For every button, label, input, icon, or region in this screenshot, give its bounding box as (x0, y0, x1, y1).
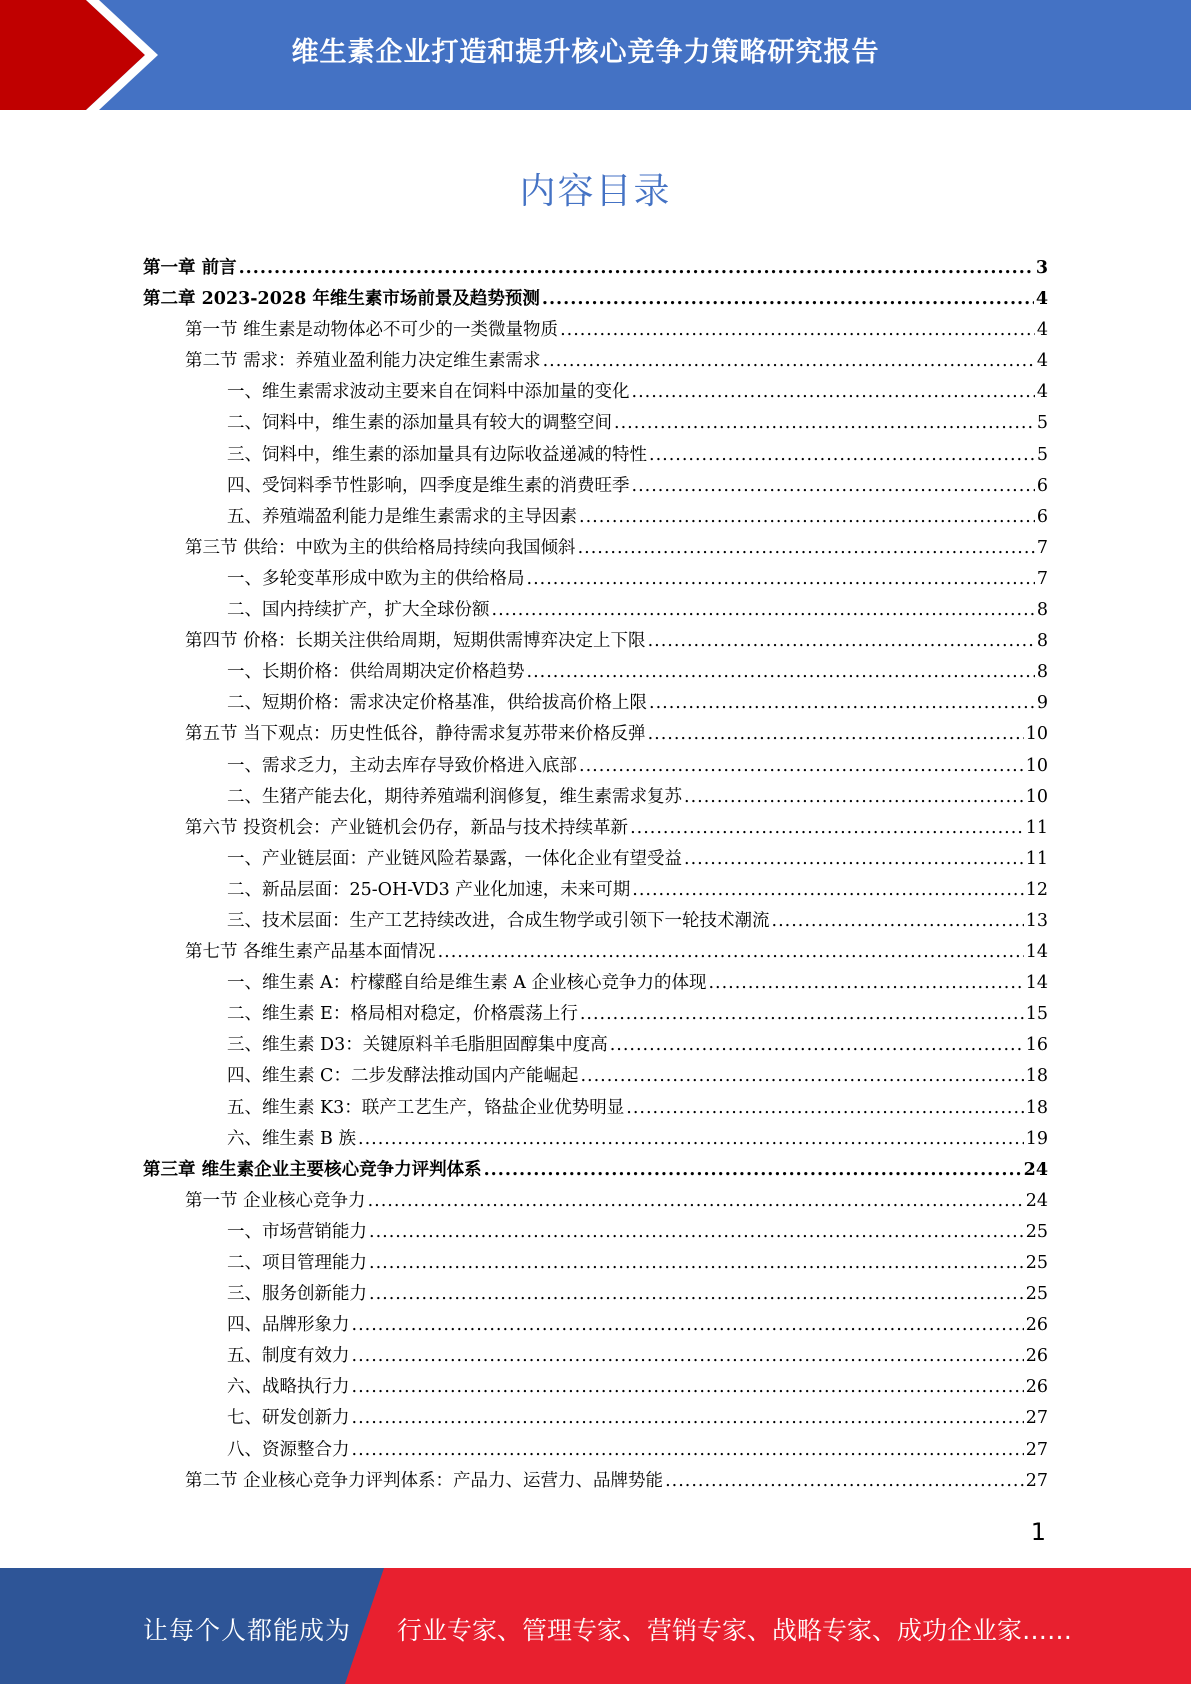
toc-entry-title: 第六节 投资机会：产业链机会仍存，新品与技术持续革新 (185, 817, 629, 838)
toc-dot-leader (684, 782, 1024, 813)
toc-entry-page: 24 (1023, 1159, 1048, 1180)
toc-entry-page: 26 (1025, 1315, 1048, 1336)
toc-entry-title: 第二章 2023-2028 年维生素市场前景及趋势预测 (143, 289, 540, 310)
toc-entry[interactable] (143, 1217, 1048, 1248)
toc-entry[interactable] (143, 440, 1048, 471)
toc-dot-leader (580, 1061, 1023, 1092)
toc-entry-page: 9 (1036, 693, 1048, 714)
toc-entry-title: 二、项目管理能力 (227, 1253, 367, 1273)
toc-dot-leader (527, 657, 1035, 688)
toc-entry[interactable] (143, 315, 1048, 346)
toc-entry[interactable] (143, 595, 1048, 626)
toc-entry-title: 一、市场营销能力 (227, 1221, 367, 1242)
toc-dot-leader (369, 1217, 1024, 1248)
toc-entry-page: 25 (1025, 1221, 1048, 1242)
toc-entry-page: 6 (1036, 506, 1048, 527)
toc-entry[interactable] (143, 1341, 1048, 1372)
footer-band (0, 1568, 1191, 1684)
toc-dot-leader (580, 999, 1024, 1030)
toc-entry-title: 八、资源整合力 (227, 1439, 350, 1460)
toc-dot-leader (614, 408, 1035, 439)
toc-entry-title: 第一节 维生素是动物体必不可少的一类微量物质 (185, 320, 559, 341)
toc-entry-page: 4 (1036, 382, 1048, 403)
toc-entry-title: 四、维生素 C：二步发酵法推动国内产能崛起 (227, 1066, 579, 1087)
page-number: 1 (1030, 1518, 1046, 1546)
toc-dot-leader (632, 377, 1035, 408)
toc-entry-title: 一、需求乏力，主动去库存导致价格进入底部 (227, 755, 577, 776)
toc-dot-leader (708, 968, 1023, 999)
toc-heading: 内容目录 (519, 171, 672, 212)
toc-entry-page: 4 (1035, 289, 1048, 310)
toc-entry[interactable] (143, 408, 1048, 439)
toc-entry-page: 10 (1025, 786, 1048, 807)
toc-entry[interactable] (143, 1435, 1048, 1466)
toc-entry[interactable] (143, 937, 1048, 968)
toc-entry-page: 25 (1025, 1253, 1048, 1273)
toc-entry[interactable] (143, 346, 1048, 377)
toc-entry-page: 24 (1025, 1190, 1048, 1211)
toc-entry-title: 三、服务创新能力 (227, 1284, 367, 1305)
table-of-contents (143, 253, 1048, 1497)
toc-entry-title: 二、新品层面：25-OH-VD3 产业化加速，未来可期 (227, 879, 631, 900)
toc-entry-title: 第五节 当下观点：历史性低谷，静待需求复苏带来价格反弹 (185, 724, 646, 745)
toc-dot-leader (358, 1124, 1024, 1155)
toc-entry-title: 三、饲料中，维生素的添加量具有边际收益递减的特性 (227, 444, 647, 465)
toc-dot-leader (484, 1155, 1022, 1186)
toc-dot-leader (665, 1466, 1024, 1497)
toc-entry[interactable] (143, 875, 1048, 906)
toc-entry[interactable] (143, 564, 1048, 595)
toc-entry-title: 六、战略执行力 (227, 1377, 350, 1398)
toc-entry[interactable] (143, 1310, 1048, 1341)
toc-dot-leader (438, 937, 1024, 968)
toc-entry[interactable] (143, 253, 1048, 284)
toc-entry-page: 18 (1025, 1097, 1048, 1118)
toc-entry-title: 一、长期价格：供给周期决定价格趋势 (227, 662, 525, 683)
toc-entry-page: 14 (1025, 973, 1048, 994)
toc-dot-leader (368, 1186, 1024, 1217)
toc-entry-page: 4 (1036, 320, 1048, 341)
toc-entry[interactable] (143, 377, 1048, 408)
toc-dot-leader (684, 844, 1024, 875)
toc-entry-title: 第一节 企业核心竞争力 (185, 1190, 366, 1211)
toc-entry[interactable] (143, 1155, 1048, 1186)
toc-entry[interactable] (143, 1372, 1048, 1403)
header-band (0, 0, 1191, 110)
toc-entry-page: 8 (1036, 600, 1048, 621)
toc-entry-title: 一、维生素需求波动主要来自在饲料中添加量的变化 (227, 382, 630, 403)
footer-slogan-right: 行业专家、管理专家、营销专家、战略专家、成功企业家…… (397, 1616, 1073, 1645)
toc-entry-page: 10 (1025, 755, 1048, 776)
toc-dot-leader (632, 471, 1035, 502)
toc-entry[interactable] (143, 284, 1048, 315)
toc-entry[interactable] (143, 1279, 1048, 1310)
toc-dot-leader (578, 533, 1035, 564)
toc-entry[interactable] (143, 813, 1048, 844)
toc-entry[interactable] (143, 1403, 1048, 1434)
toc-entry[interactable] (143, 844, 1048, 875)
toc-entry[interactable] (143, 626, 1048, 657)
toc-dot-leader (648, 626, 1035, 657)
toc-entry[interactable] (143, 657, 1048, 688)
toc-dot-leader (352, 1372, 1024, 1403)
toc-entry-page: 8 (1036, 631, 1048, 652)
toc-entry-page: 26 (1025, 1346, 1048, 1367)
toc-entry[interactable] (143, 751, 1048, 782)
toc-dot-leader (648, 719, 1024, 750)
toc-entry[interactable] (143, 1061, 1048, 1092)
toc-entry-page: 16 (1025, 1035, 1048, 1056)
toc-entry[interactable] (143, 1093, 1048, 1124)
toc-entry-page: 27 (1025, 1470, 1048, 1491)
toc-dot-leader (543, 346, 1035, 377)
toc-entry-title: 四、受饲料季节性影响，四季度是维生素的消费旺季 (227, 475, 630, 496)
toc-entry[interactable] (143, 1466, 1048, 1497)
toc-dot-leader (630, 813, 1024, 844)
toc-dot-leader (610, 1030, 1024, 1061)
toc-dot-leader (626, 1093, 1023, 1124)
toc-entry-page: 7 (1036, 537, 1048, 558)
toc-entry-title: 二、维生素 E：格局相对稳定，价格震荡上行 (227, 1004, 578, 1025)
toc-dot-leader (579, 751, 1024, 782)
toc-dot-leader (492, 595, 1035, 626)
toc-entry-title: 第二节 企业核心竞争力评判体系：产品力、运营力、品牌势能 (185, 1470, 664, 1491)
toc-entry[interactable] (143, 471, 1048, 502)
toc-entry-title: 一、维生素 A：柠檬醛自给是维生素 A 企业核心竞争力的体现 (227, 973, 707, 994)
toc-entry[interactable] (143, 1124, 1048, 1155)
footer-slogan-left: 让每个人都能成为 (143, 1616, 352, 1645)
toc-entry-page: 26 (1025, 1377, 1048, 1398)
toc-dot-leader (352, 1435, 1024, 1466)
toc-dot-leader (352, 1310, 1024, 1341)
report-title: 维生素企业打造和提升核心竞争力策略研究报告 (291, 37, 880, 68)
toc-dot-leader (352, 1403, 1024, 1434)
toc-entry-title: 一、产业链层面：产业链风险若暴露，一体化企业有望受益 (227, 848, 682, 869)
toc-entry-title: 七、研发创新力 (227, 1408, 350, 1429)
toc-dot-leader (560, 315, 1035, 346)
toc-entry[interactable] (143, 719, 1048, 750)
toc-entry-title: 四、品牌形象力 (227, 1315, 350, 1336)
toc-entry[interactable] (143, 502, 1048, 533)
toc-entry-page: 3 (1035, 258, 1048, 278)
toc-entry[interactable] (143, 688, 1048, 719)
toc-entry-title: 二、短期价格：需求决定价格基准，供给拔高价格上限 (227, 693, 647, 714)
toc-entry-page: 6 (1036, 475, 1048, 496)
toc-entry-title: 三、技术层面：生产工艺持续改进，合成生物学或引领下一轮技术潮流 (227, 910, 770, 931)
toc-entry-page: 27 (1025, 1439, 1048, 1460)
toc-entry-title: 第三章 维生素企业主要核心竞争力评判体系 (143, 1159, 482, 1180)
toc-entry-page: 15 (1025, 1004, 1048, 1025)
toc-entry-title: 二、国内持续扩产，扩大全球份额 (227, 600, 490, 621)
toc-entry[interactable] (143, 782, 1048, 813)
toc-entry-title: 第一章 前言 (143, 258, 237, 278)
toc-entry-page: 11 (1025, 848, 1048, 869)
toc-dot-leader (632, 875, 1023, 906)
toc-entry-title: 五、养殖端盈利能力是维生素需求的主导因素 (227, 506, 577, 527)
toc-entry-title: 三、维生素 D3：关键原料羊毛脂胆固醇集中度高 (227, 1035, 608, 1056)
toc-entry-title: 二、饲料中，维生素的添加量具有较大的调整空间 (227, 413, 612, 434)
toc-entry-page: 14 (1025, 942, 1048, 963)
toc-dot-leader (527, 564, 1035, 595)
toc-entry-page: 4 (1036, 351, 1048, 372)
toc-dot-leader (649, 440, 1035, 471)
toc-entry-page: 7 (1036, 568, 1048, 589)
toc-dot-leader (239, 253, 1034, 284)
toc-entry-page: 11 (1025, 817, 1048, 838)
toc-dot-leader (772, 906, 1024, 937)
toc-entry-page: 10 (1025, 724, 1048, 745)
toc-entry[interactable] (143, 1186, 1048, 1217)
toc-entry-page: 13 (1025, 910, 1048, 931)
toc-entry-page: 25 (1025, 1284, 1048, 1305)
toc-entry-title: 第七节 各维生素产品基本面情况 (185, 942, 436, 963)
toc-entry-title: 二、生猪产能去化，期待养殖端利润修复，维生素需求复苏 (227, 786, 682, 807)
toc-entry-title: 第四节 价格：长期关注供给周期，短期供需博弈决定上下限 (185, 631, 646, 652)
toc-dot-leader (579, 502, 1035, 533)
toc-entry-title: 五、维生素 K3：联产工艺生产，铬盐企业优势明显 (227, 1097, 625, 1118)
toc-entry[interactable] (143, 533, 1048, 564)
toc-entry-page: 12 (1025, 879, 1048, 900)
toc-entry[interactable] (143, 906, 1048, 937)
toc-entry-title: 第三节 供给：中欧为主的供给格局持续向我国倾斜 (185, 537, 576, 558)
toc-entry[interactable] (143, 1248, 1048, 1279)
toc-entry[interactable] (143, 1030, 1048, 1061)
toc-dot-leader (369, 1279, 1024, 1310)
toc-entry-page: 19 (1025, 1128, 1048, 1149)
toc-entry-title: 一、多轮变革形成中欧为主的供给格局 (227, 568, 525, 589)
toc-entry-page: 18 (1025, 1066, 1048, 1087)
toc-entry[interactable] (143, 999, 1048, 1030)
toc-entry-page: 27 (1025, 1408, 1048, 1429)
toc-entry-title: 五、制度有效力 (227, 1346, 350, 1367)
toc-dot-leader (352, 1341, 1024, 1372)
toc-entry-title: 第二节 需求：养殖业盈利能力决定维生素需求 (185, 351, 541, 372)
toc-dot-leader (542, 284, 1034, 315)
toc-dot-leader (369, 1248, 1024, 1279)
toc-entry-page: 5 (1036, 444, 1048, 465)
toc-entry-page: 5 (1036, 413, 1048, 434)
toc-entry-page: 8 (1036, 662, 1048, 683)
toc-entry[interactable] (143, 968, 1048, 999)
toc-entry-title: 六、维生素 B 族 (227, 1128, 356, 1149)
toc-dot-leader (649, 688, 1035, 719)
